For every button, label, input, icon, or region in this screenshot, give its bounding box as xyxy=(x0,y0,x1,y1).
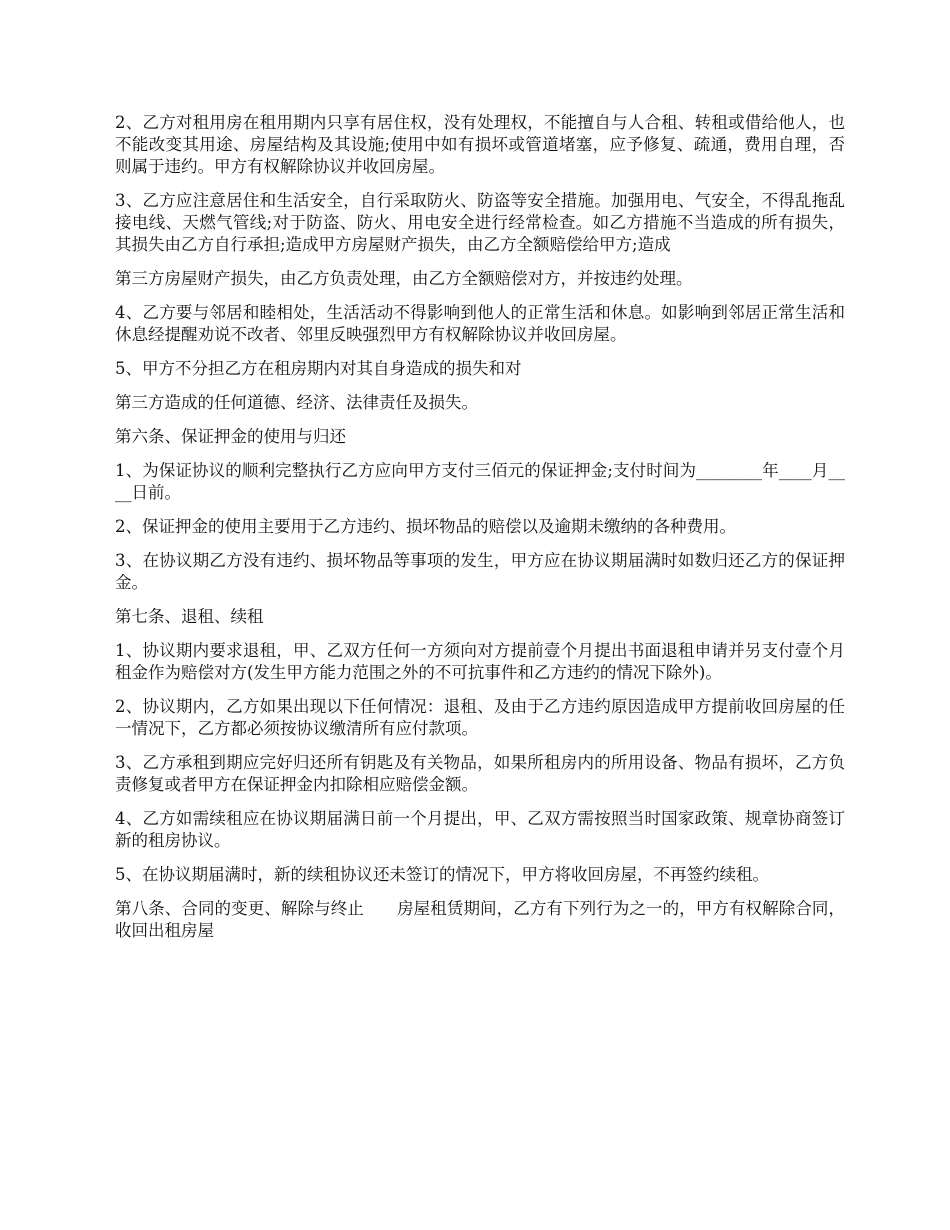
clause-5-third-party: 第三方造成的任何道德、经济、法律责任及损失。 xyxy=(115,393,478,412)
article-6-clause-1: 1、为保证协议的顺利完整执行乙方应向甲方支付三佰元的保证押金;支付时间为________年____月____日前。 xyxy=(115,461,845,502)
article-7-clause-4: 4、乙方如需续租应在协议期届满日前一个月提出，甲、乙双方需按照当时国家政策、规章协商签订新的租房协议。 xyxy=(115,809,845,850)
article-7-clause-3: 3、乙方承租到期应完好归还所有钥匙及有关物品，如果所租房内的所用设备、物品有损坏，乙方负责修复或者甲方在保证押金内扣除相应赔偿金额。 xyxy=(115,753,845,794)
article-7-clause-1: 1、协议期内要求退租，甲、乙双方任何一方须向对方提前壹个月提出书面退租申请并另支付壹个月租金作为赔偿对方(发生甲方能力范围之外的不可抗事件和乙方违约的情况下除外)。 xyxy=(115,641,845,682)
clause-3-safety: 3、乙方应注意居住和生活安全，自行采取防火、防盗等安全措施。加强用电、气安全，不得乱拖乱接电线、天燃气管线;对于防盗、防火、用电安全进行经常检查。如乙方措施不当造成的所有损失，其损失由乙方自行承担;造成甲方房屋财产损失，由乙方全额赔偿给甲方;造成 xyxy=(115,191,845,254)
article-8-heading: 第八条、合同的变更、解除与终止 房屋租赁期间，乙方有下列行为之一的，甲方有权解除合同，收回出租房屋 xyxy=(115,899,845,940)
article-6-clause-3: 3、在协议期乙方没有违约、损坏物品等事项的发生，甲方应在协议期届满时如数归还乙方的保证押金。 xyxy=(115,551,845,592)
clause-5-liability: 5、甲方不分担乙方在租房期内对其自身造成的损失和对 xyxy=(115,359,522,378)
clause-4-neighbors: 4、乙方要与邻居和睦相处，生活活动不得影响到他人的正常生活和休息。如影响到邻居正常生活和休息经提醒劝说不改者、邻里反映强烈甲方有权解除协议并收回房屋。 xyxy=(115,303,845,344)
article-6-clause-2: 2、保证押金的使用主要用于乙方违约、损坏物品的赔偿以及逾期未缴纳的各种费用。 xyxy=(115,517,736,536)
clause-2-residence-rights: 2、乙方对租用房在租用期内只享有居住权，没有处理权，不能擅自与人合租、转租或借给他人，也不能改变其用途、房屋结构及其设施;使用中如有损坏或管道堵塞，应予修复、疏通，费用自理，否则属于违约。甲方有权解除协议并收回房屋。 xyxy=(115,113,845,176)
clause-3-third-party: 第三方房屋财产损失，由乙方负责处理，由乙方全额赔偿对方，并按违约处理。 xyxy=(115,269,693,288)
article-7-clause-5: 5、在协议期届满时，新的续租协议还未签订的情况下，甲方将收回房屋，不再签约续租。 xyxy=(115,865,769,884)
document-body xyxy=(115,112,845,954)
article-7-heading: 第七条、退租、续租 xyxy=(115,607,264,626)
article-7-clause-2: 2、协议期内，乙方如果出现以下任何情况：退租、及由于乙方违约原因造成甲方提前收回房屋的任一情况下，乙方都必须按协议缴清所有应付款项。 xyxy=(115,697,845,738)
article-6-heading: 第六条、保证押金的使用与归还 xyxy=(115,427,346,446)
